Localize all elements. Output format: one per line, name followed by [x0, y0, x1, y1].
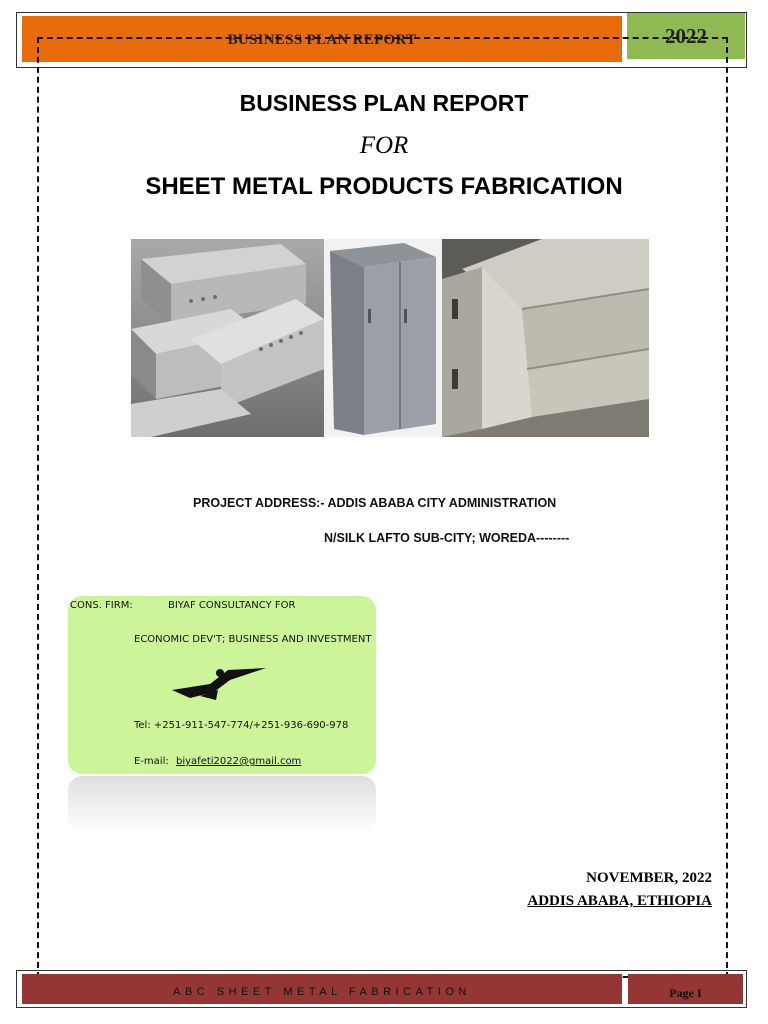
- report-title-for: FOR: [359, 132, 409, 159]
- consultancy-name-line2: ECONOMIC DEV'T; BUSINESS AND INVESTMENT: [134, 634, 372, 645]
- report-title: BUSINESS PLAN REPORT: [239, 90, 529, 116]
- consultancy-card-reflection: [68, 776, 376, 832]
- consultancy-label: CONS. FIRM:: [70, 600, 133, 611]
- report-date: NOVEMBER, 2022: [586, 870, 712, 886]
- consultancy-name-line1: BIYAF CONSULTANCY FOR: [168, 600, 296, 611]
- consultancy-phone: Tel: +251-911-547-774/+251-936-690-978: [134, 720, 349, 731]
- project-address: PROJECT ADDRESS:- ADDIS ABABA CITY ADMINISTRATION: [193, 496, 557, 510]
- consultancy-card: [68, 596, 376, 774]
- consultancy-email-label: E-mail:: [134, 756, 169, 767]
- header-year-box: [627, 13, 745, 59]
- header-title-box: [22, 16, 622, 62]
- page-footer: [16, 970, 747, 1008]
- photo-electrical-cabinet: [324, 239, 442, 437]
- report-subject: SHEET METAL PRODUCTS FABRICATION: [145, 173, 623, 200]
- footer-page-box: [628, 974, 743, 1004]
- project-address-subcity: N/SILK LAFTO SUB-CITY; WOREDA--------: [324, 531, 570, 545]
- photo-sheet-metal-trays: [131, 239, 324, 437]
- photo-fabricated-hood: [442, 239, 649, 437]
- page-header: [16, 12, 747, 68]
- report-place: ADDIS ABABA, ETHIOPIA: [527, 893, 712, 909]
- consultancy-logo: [170, 666, 270, 706]
- footer-title-box: [22, 974, 622, 1004]
- header-year: 2022: [665, 24, 707, 48]
- header-title: BUSINESS PLAN REPORT: [227, 32, 417, 48]
- product-photos: [131, 239, 649, 437]
- page-number: Page I: [669, 986, 702, 1000]
- consultancy-email[interactable]: biyafeti2022@gmail.com: [176, 756, 302, 767]
- footer-title: ABC SHEET METAL FABRICATION: [173, 986, 471, 998]
